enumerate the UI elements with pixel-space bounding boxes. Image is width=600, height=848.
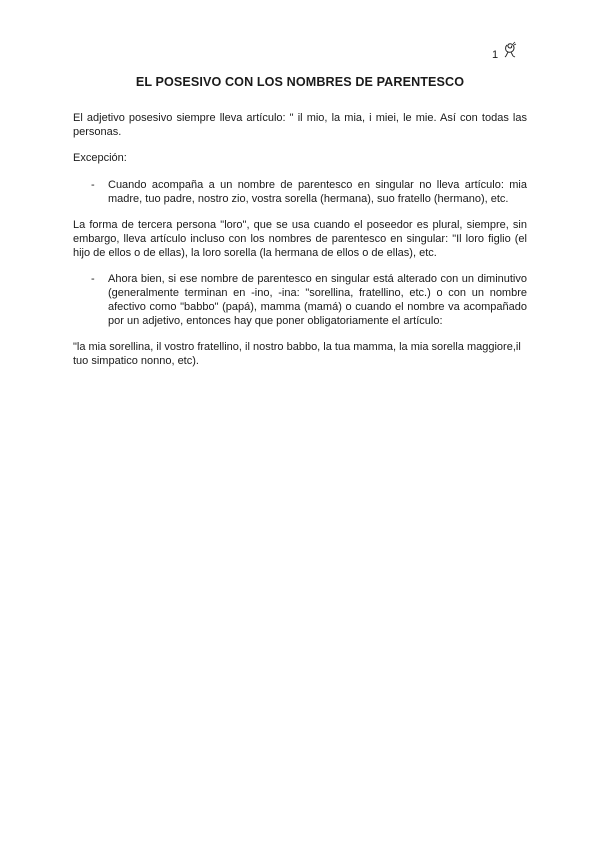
doodle-logo-icon [502,41,518,59]
list-marker: - [91,179,95,191]
third-person-paragraph: La forma de tercera persona "loro", que se usa cuando el poseedor es plural, siempre, sin embargo, lleva artículo incluso con los nombres de parentesco en singular: "Il loro figlio (el hijo de ellos o de ellas), la loro sorella (la hermana de ellos o de ellas), etc. [73,219,527,259]
document-body [73,111,527,368]
document-title: EL POSESIVO CON LOS NOMBRES DE PARENTESCO [135,75,465,89]
list-marker: - [91,273,95,285]
examples-paragraph: "la mia sorellina, il vostro fratellino, il nostro babbo, la tua mamma, la mia sorella maggiore,il tuo simpatico nonno, etc). [73,341,521,367]
list-item [73,178,527,206]
intro-paragraph: El adjetivo posesivo siempre lleva artículo: " il mio, la mia, i miei, le mie. Así con todas las personas. [73,112,527,138]
page-number: 1 [492,49,499,61]
list-item-text: Ahora bien, si ese nombre de parentesco en singular está alterado con un diminutivo (generalmente terminan en -ino, -ina: "sorellina, fratellino, etc.) o con un nombre afectivo como "babbo" (papá), mamma (mamá) o cuando el nombre va acompañado por un adjetivo, entonces hay que poner obligatoriamente el artículo: [108,273,527,327]
list-item [73,272,527,328]
exception-label: Excepción: [73,152,127,164]
list-item-text: Cuando acompaña a un nombre de parentesco en singular no lleva artículo: mia madre, tuo padre, nostro zio, vostra sorella (hermana), suo fratello (hermano), etc. [108,179,527,205]
